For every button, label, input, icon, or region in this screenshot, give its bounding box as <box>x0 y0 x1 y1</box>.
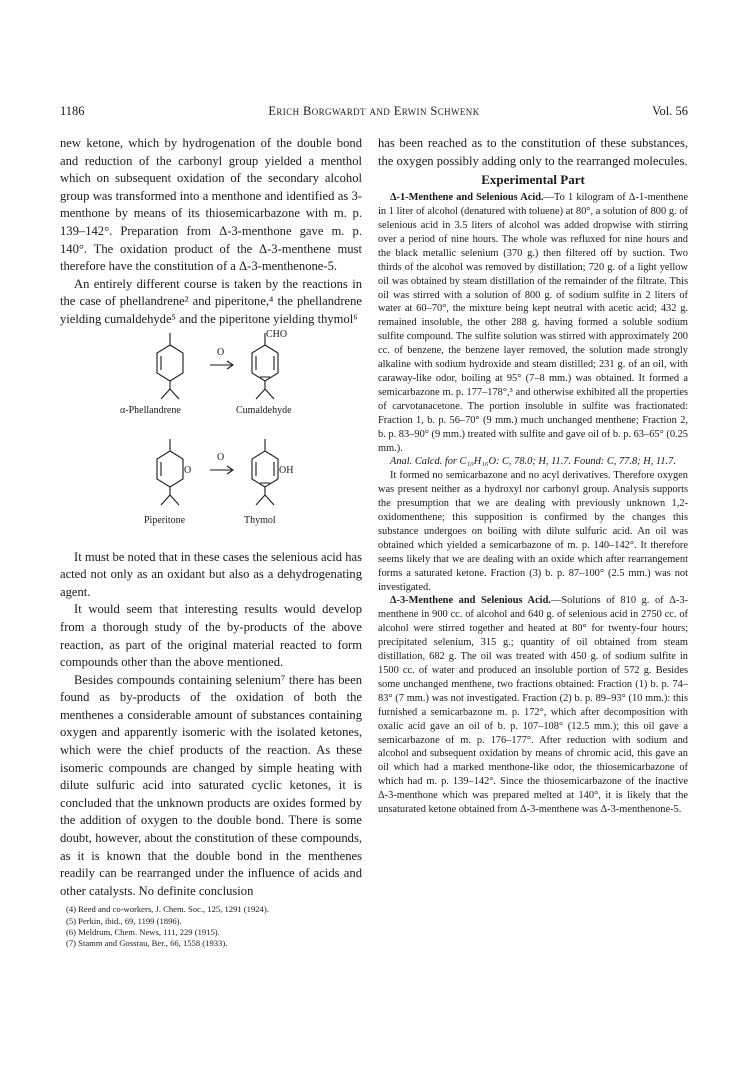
experiment-2-body: —Solutions of 810 g. of Δ-3-menthene in 900 cc. of alcohol and 640 g. of selenious acid in 2750 cc. of alcohol were stirred together and heated at 80° for twenty-four hours; precipitated selenium, 315 g.; quantity of oil obtained from steam distillation, 682 g. The oil was treated with 450 g. of sodium sulfite in 1500 cc. of water and produced an insoluble portion of 572 g. Besides some unchanged menthene, two fractions obtained: Fraction (1) b. p. 74–83° (7 mm.) was not investigated. Fraction (2) b. p. 89–93° (10 mm.): this furnished a semicarbazone m. p. 172°, which after decomposition with oxalic acid gave an oil of b. p. 107–108° (12.5 mm.); this oil gave a semicarbazone of m. p. 176–177°. After reduction with sodium and alcohol and subsequent oxidation by means of chromic acid, this gave an oil which had a marked menthone-like odor, the thiosemicarbazone of which had m. p. 139–142°. Since the thiosemicarbazone of the inactive Δ-3-menthone which was prepared melted at 140°, it is likely that the unsaturated ketone obtained from Δ-3-menthene was Δ-3-menthenone-5. <box>378 595 688 816</box>
analysis-line: Anal. Calcd. for C₁₀H₁₆O: C, 78.0; H, 11.7. Found: C, 77.8; H, 11.7. <box>390 456 676 468</box>
chemical-structures <box>60 329 362 549</box>
alpha-phellandrene-label: α-Phellandrene <box>120 404 181 416</box>
footnote-4: (4) Reed and co-workers, J. Chem. Soc., 125, 1291 (1924). <box>66 904 269 915</box>
experiment-2-title: Δ-3-Menthene and Selenious Acid. <box>390 595 551 607</box>
footnote-5: (5) Perkin, ibid., 69, 1199 (1896). <box>66 915 182 926</box>
footnotes <box>60 904 362 949</box>
footnote-7: (7) Stamm and Gossrau, Ber., 66, 1558 (1933). <box>66 938 228 949</box>
experiment-1-title: Δ-1-Menthene and Selenious Acid. <box>390 192 544 204</box>
left-paragraph-3: It must be noted that in these cases the selenious acid has acted not only as an oxidant but also as a dehydrogenating agent. <box>60 549 362 599</box>
hydroxyl-label: OH <box>279 464 294 476</box>
left-paragraph-2: An entirely different course is taken by the reactions in the case of phellandrene² and piperitone,⁴ the phellandrene yielding cumaldehyde⁵ and the piperitone yielding thymol⁶ <box>60 276 362 326</box>
left-paragraph-5: Besides compounds containing selenium⁷ there has been found as by-products of the oxidation of both the menthenes a considerable amount of substances containing oxygen and apparently isomeric with the isolated ketones, which were the chief products of the reaction. As these isomeric compounds are changed by simple heating with dilute sulfuric acid into saturated cyclic ketones, it is concluded that the unknown products are oxides formed by the addition of oxygen to the double bond. There is some doubt, however, about the constitution of these compounds, as it is known that the double bond in the menthenes readily can be rearranged under the influence of acids and other catalysts. No definite conclusion <box>60 672 362 898</box>
right-paragraph-1: has been reached as to the constitution of these substances, the oxygen possibly adding only to the rearranged molecules. <box>378 136 688 168</box>
experiment-1 <box>378 191 688 455</box>
arrow-oxygen-top: O <box>217 346 225 358</box>
footnote-6: (6) Meldrum, Chem. News, 111, 229 (1915). <box>66 926 220 937</box>
thymol-label: Thymol <box>244 514 276 526</box>
left-paragraph-1: new ketone, which by hydrogenation of the double bond and reduction of the carbonyl group yielded a menthol which on subsequent oxidation of the secondary alcohol group was transformed into a menthone and identified as 3-menthone by means of its thiosemicarbazone with m. p. 139–142°. Preparation from Δ-3-menthone gave m. p. 140°. The oxidation product of the Δ-3-menthene must therefore have the constitution of a Δ-3-menthenone-5. <box>60 136 362 274</box>
arrow-oxygen-bottom: O <box>217 451 225 463</box>
structure-drawings <box>60 329 362 549</box>
experiment-2 <box>378 594 688 817</box>
cho-label: CHO <box>266 328 288 340</box>
piperitone-label: Piperitone <box>144 514 186 526</box>
experiment-1-body: —To 1 kilogram of Δ-1-menthene in 1 liter of alcohol (denatured with toluene) at 80°, a solution of 800 g. of selenious acid in 3.5 liters of alcohol was added dropwise with stirring over a period of nine hours. The whole was refluxed for nine hours and the black metallic selenium (370 g.) then filtered off by suction. Two thirds of the alcohol was removed by distillation; 720 g. of a light yellow oil was obtained by steam distillation of the remainder of the filtrate. This oil was stirred with a solution of 800 g. of sodium sulfite in 2 liters of water at 60–70°, the mixture being kept neutral with acetic acid; 432 g. remained insoluble, the other 288 g. having formed a soluble sodium sulfite compound. The sulfite solution was stirred with approximately 200 cc. of benzene, the benzene layer removed, the solution made strongly alkaline with sodium hydroxide and steam distilled; 231 g. of an oil, with caraway-like odor, boiling at 95° (7–8 mm.) was obtained. It formed a semicarbazone m. p. 177–178°,³ and otherwise exhibited all the properties of carvotanacetone. The portion insoluble in sulfite was fractionated: Fraction 1, b. p. 56–70° (9 mm.) much unchanged menthene; Fraction 2, b. p. 83–90° (9 mm.) treated with sulfite and gave oil of b. p. 63–65° (0.25 mm.). <box>378 192 688 454</box>
left-paragraph-4: It would seem that interesting results would develop from a thorough study of the by-products of the above reaction, as part of the original material reacted to form compounds other than the above mentioned. <box>60 602 362 670</box>
left-column <box>60 135 362 949</box>
cumaldehyde-label: Cumaldehyde <box>236 404 292 416</box>
running-authors: Erich Borgwardt and Erwin Schwenk <box>268 104 480 118</box>
ketone-oxygen-label: O <box>184 464 192 476</box>
right-column <box>378 135 688 817</box>
running-header <box>60 104 688 120</box>
page-number: 1186 <box>60 104 85 118</box>
experimental-heading: Experimental Part <box>481 172 585 188</box>
volume-number: Vol. 56 <box>652 104 688 118</box>
experiment-1-continued: It formed no semicarbazone and no acyl derivatives. Therefore oxygen was present neither as a hydroxyl nor carbonyl group. Analysis supports the presumption that we are dealing with previously unknown 1,2-oxidomenthene; this supposition is confirmed by the changes this substance undergoes on boiling with dilute sulfuric acid. An oil was obtained which yielded a semicarbazone of m. p. 140–142°. It therefore seems likely that we are dealing with an oxide which after rearrangement forms a saturated ketone. Fraction (3) b. p. 87–100° (2.5 mm.) was not investigated. <box>378 470 688 593</box>
